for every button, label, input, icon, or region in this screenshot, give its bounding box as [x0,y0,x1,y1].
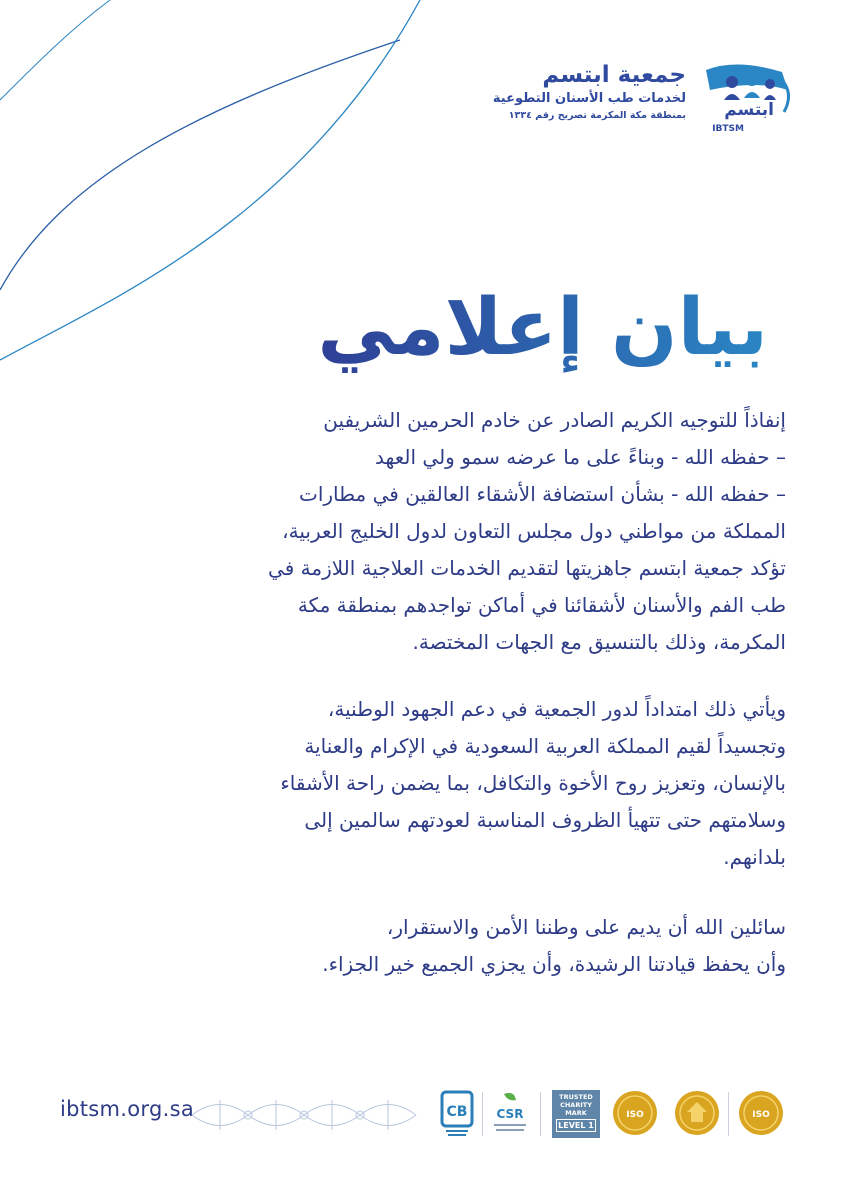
charity-mark-label: CHARITY MARK [560,1101,592,1117]
paragraph-1 [76,402,786,661]
text-line: وسلامتهم حتى تتهيأ الظروف المناسبة لعودتهم سالمين إلى [304,808,786,832]
page-title: بيان إعلامي [317,278,768,378]
text-line: طب الفم والأسنان لأشقائنا في أماكن تواجدهم بمنطقة مكة [297,593,786,617]
logo-license: بمنطقة مكة المكرمة تصريح رقم ١٣٣٤ [508,110,686,121]
text-line: بلدانهم. [723,845,786,869]
iso-seal-icon [738,1090,784,1136]
text-line: – حفظه الله - بشأن استضافة الأشقاء العالقين في مطارات [299,482,786,506]
csr-badge [490,1090,530,1138]
iso-label: ISO [752,1110,770,1120]
trusted-charity-badge [552,1090,600,1138]
text-line: سائلين الله أن يديم على وطننا الأمن والاستقرار، [386,915,786,939]
text-line: ويأتي ذلك امتداداً لدور الجمعية في دعم الجهود الوطنية، [327,697,786,721]
association-logo [492,60,796,140]
logo-subtitle: لخدمات طب الأسنان التطوعية [492,91,686,106]
paragraph-2 [76,691,786,876]
csr-label: CSR [496,1107,524,1121]
text-line: بالإنسان، وتعزيز روح الأخوة والتكافل، بما يضمن راحة الأشقاء [280,771,786,795]
paragraph-3 [76,909,786,983]
level-label: LEVEL 1 [556,1119,596,1132]
logo-mark [696,60,796,140]
statement-body [76,402,786,983]
text-line: وتجسيداً لقيم المملكة العربية السعودية في الإكرام والعناية [304,734,786,758]
trusted-label: TRUSTED [559,1093,593,1101]
logo-name: جمعية ابتسم [542,62,686,88]
logo-text-block [492,60,686,123]
svg-text:CB: CB [446,1104,468,1120]
decorative-pattern [192,1092,422,1138]
text-line: – حفظه الله - وبناءً على ما عرضه سمو ولي العهد [375,445,786,469]
iso-label: ISO [626,1110,644,1120]
csr-leaf-icon [490,1090,530,1138]
logo-mark-word: ابتسم [724,100,774,120]
text-line: المكرمة، وذلك بالتنسيق مع الجهات المختصة. [412,630,786,654]
text-line: المملكة من مواطني دول مجلس التعاون لدول الخليج العربية، [282,519,786,543]
text-line: إنفاذاً للتوجيه الكريم الصادر عن خادم الحرمين الشريفين [323,408,786,432]
text-line: تؤكد جمعية ابتسم جاهزيتها لتقديم الخدمات العلاجية اللازمة في [268,556,786,580]
text-line: وأن يحفظ قيادتنا الرشيدة، وأن يجزي الجميع خير الجزاء. [322,952,786,976]
website-link[interactable]: ibtsm.org.sa [60,1097,194,1121]
logo-mark-english: IBTSM [712,124,744,134]
cb-certificate-icon [440,1090,474,1138]
gold-seal-icon [674,1090,720,1136]
iso-seal-icon [612,1090,658,1136]
